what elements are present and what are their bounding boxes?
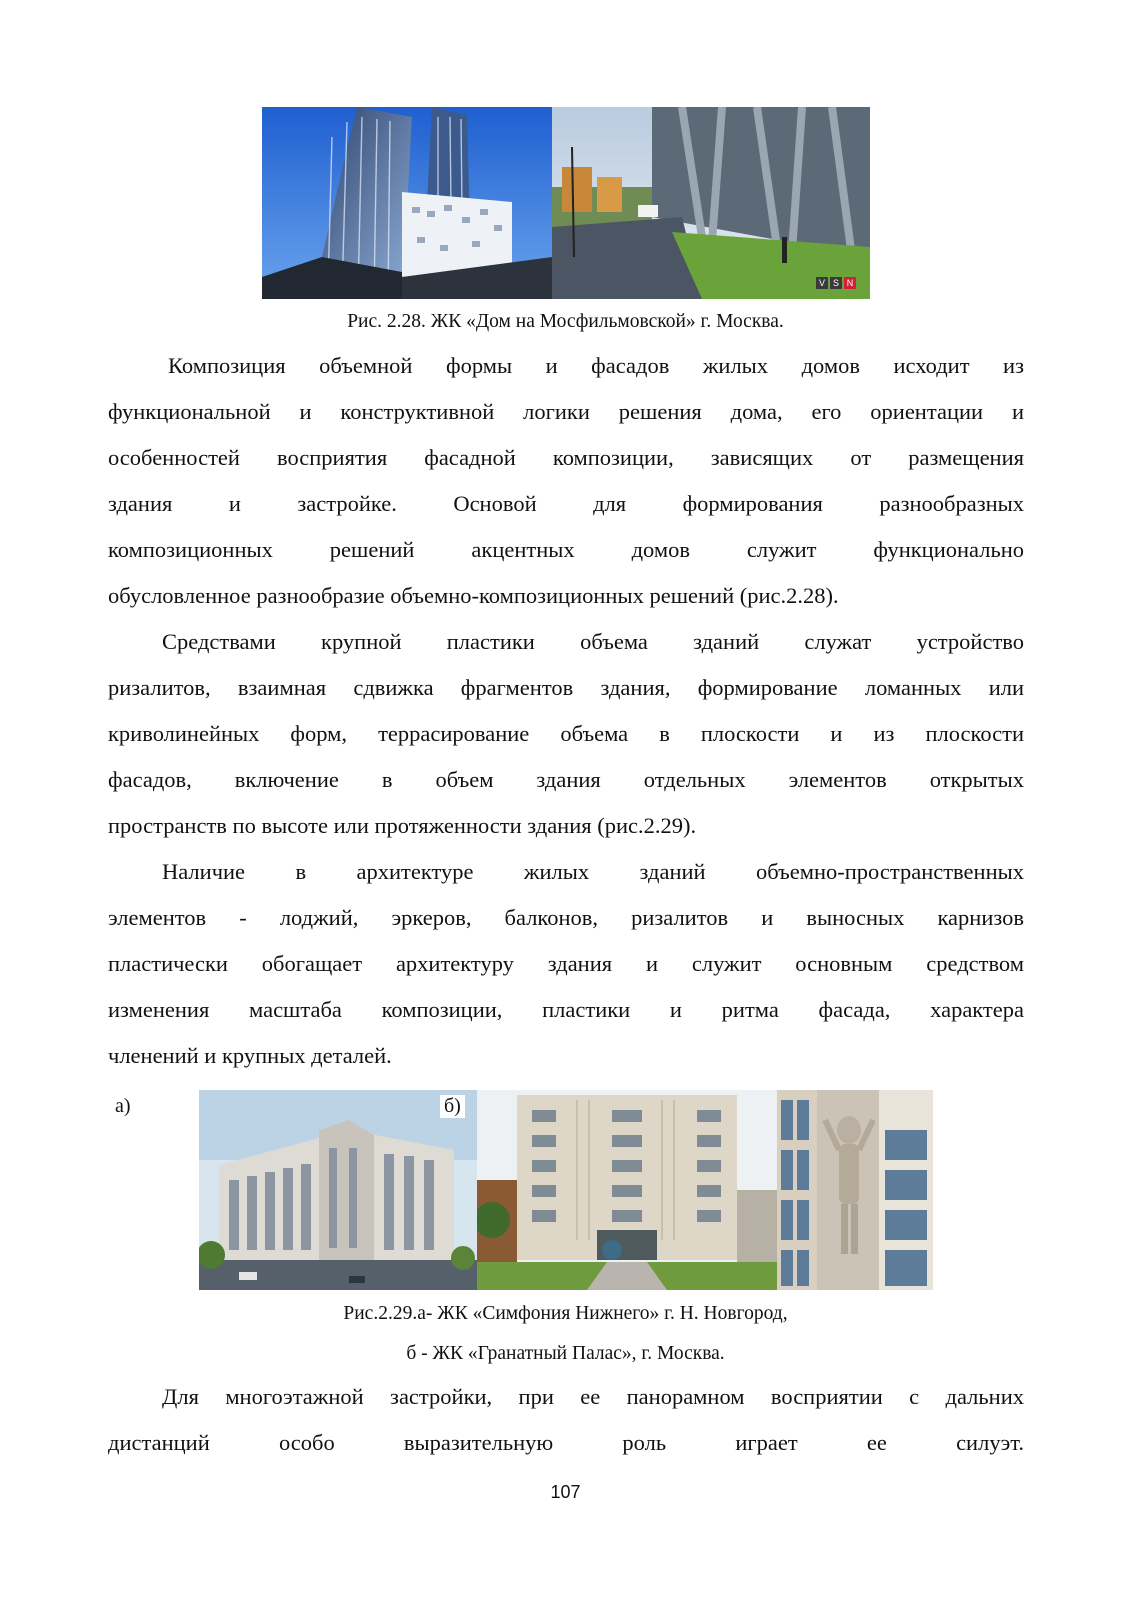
- text-line: элементов - лоджий, эркеров, балконов, ризалитов и выносных карнизов: [108, 905, 1024, 930]
- text-line: криволинейных форм, террасирование объема в плоскости и из плоскости: [108, 721, 1024, 746]
- text-line: изменения масштаба композиции, пластики и ритма фасада, характера: [108, 997, 1024, 1022]
- text-line: функциональной и конструктивной логики решения дома, его ориентации и: [108, 399, 1024, 424]
- paragraph-1: [108, 343, 1024, 619]
- text-line: членений и крупных деталей.: [108, 1043, 392, 1068]
- figure-2-29-caption-line2: б - ЖК «Гранатный Палас», г. Москва.: [406, 1343, 725, 1364]
- figure-label-b: б): [440, 1095, 465, 1118]
- figure-label-a: а): [115, 1095, 131, 1117]
- text-line: фасадов, включение в объем здания отдельных элементов открытых: [108, 767, 1024, 792]
- text-line: Наличие в архитектуре жилых зданий объемно-пространственных: [162, 859, 1024, 884]
- photo-courtyard: [552, 107, 870, 299]
- photo-granatny-palace: [477, 1090, 777, 1290]
- paragraph-4: [108, 1374, 1024, 1466]
- figure-2-29: [199, 1090, 933, 1290]
- figure-2-28-caption: Рис. 2.28. ЖК «Дом на Мосфильмовской» г. Москва.: [347, 311, 784, 332]
- text-line: пластически обогащает архитектуру здания и служит основным средством: [108, 951, 1024, 976]
- page-number: 107: [550, 1482, 581, 1502]
- photo-towers: [262, 107, 552, 299]
- figure-2-29-caption-line1: Рис.2.29.а- ЖК «Симфония Нижнего» г. Н. Новгород,: [343, 1303, 788, 1324]
- photo-symphony-nizhny: [199, 1090, 477, 1290]
- figure-2-28: [262, 107, 870, 299]
- photo-facade-sculpture: [777, 1090, 933, 1290]
- text-line: здания и застройке. Основой для формирования разнообразных: [108, 491, 1024, 516]
- text-line: Средствами крупной пластики объема зданий служат устройство: [162, 629, 1024, 654]
- paragraph-2: [108, 619, 1024, 849]
- text-line: дистанций особо выразительную роль играет ее силуэт.: [108, 1430, 1024, 1455]
- text-line: композиционных решений акцентных домов служит функционально: [108, 537, 1024, 562]
- photo-watermark: V S N: [816, 277, 856, 289]
- text-line: пространств по высоте или протяженности здания (рис.2.29).: [108, 813, 697, 838]
- paragraph-3: [108, 849, 1024, 1079]
- text-line: Для многоэтажной застройки, при ее панорамном восприятии с дальних: [162, 1384, 1024, 1409]
- text-line: обусловленное разнообразие объемно-композиционных решений (рис.2.28).: [108, 583, 839, 608]
- text-line: особенностей восприятия фасадной композиции, зависящих от размещения: [108, 445, 1024, 470]
- text-line: Композиция объемной формы и фасадов жилых домов исходит из: [168, 353, 1024, 378]
- text-line: ризалитов, взаимная сдвижка фрагментов здания, формирование ломанных или: [108, 675, 1024, 700]
